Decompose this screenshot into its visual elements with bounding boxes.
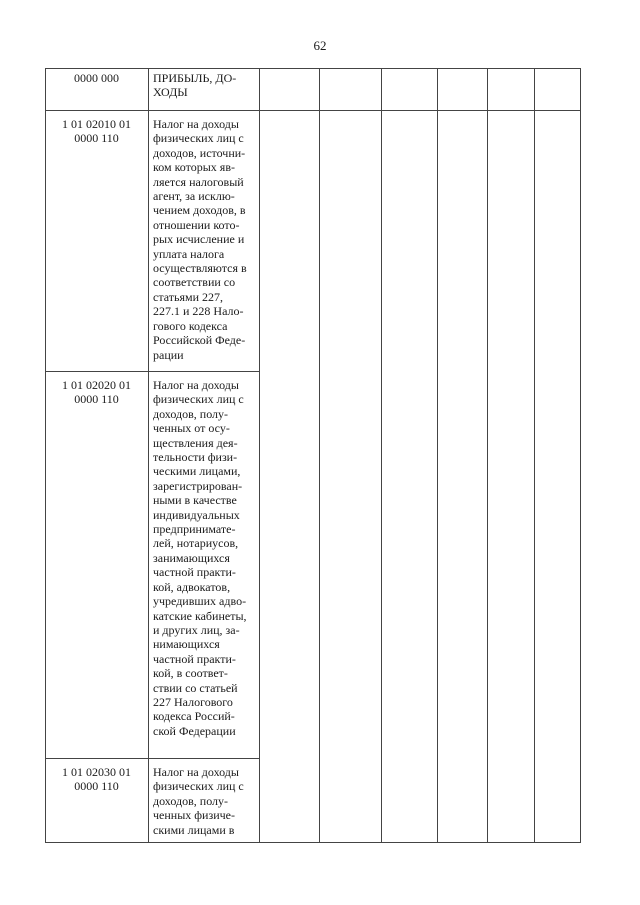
- revenue-name-cell: Налог на доходы физических лиц с доходов, полу- ченных от осу- ществления дея- тельности физи- ческими лицами, зарегистрирован- ными в качестве индивидуальных предпринимате- лей, нотариусов, занимающихся частной практи- кой, адвокатов, учредивших адво- катские кабинеты, и других лиц, за- нимающихся частной практи- кой, в соответ- ствии со статьей 227 Налогового кодекса Россий- ской Федерации: [153, 378, 247, 738]
- row-divider: [45, 371, 259, 372]
- row-divider: [45, 110, 581, 111]
- column-divider: [319, 68, 320, 842]
- revenue-name-cell: Налог на доходы физических лиц с доходов, источни- ком которых яв- ляется налоговый агент, за исклю- чением доходов, в отношении кото- рых исчисление и уплата налога осуществляются в соответствии со статьями 227, 227.1 и 228 Нало- гового кодекса Российской Феде- рации: [153, 117, 247, 362]
- budget-code-cell: 1 01 02010 01 0000 110: [62, 117, 131, 146]
- revenue-name-cell: ПРИБЫЛЬ, ДО- ХОДЫ: [153, 71, 237, 100]
- budget-code-cell: 1 01 02020 01 0000 110: [62, 378, 131, 407]
- row-divider: [45, 758, 259, 759]
- budget-code-cell: 0000 000: [74, 71, 119, 85]
- column-divider: [534, 68, 535, 842]
- table-left-border: [45, 68, 46, 842]
- table-right-border: [580, 68, 581, 842]
- budget-code-cell: 1 01 02030 01 0000 110: [62, 765, 131, 794]
- column-divider: [381, 68, 382, 842]
- page-number: 62: [313, 38, 327, 53]
- revenue-name-cell: Налог на доходы физических лиц с доходов, полу- ченных физиче- скими лицами в: [153, 765, 244, 837]
- column-divider: [487, 68, 488, 842]
- column-divider: [437, 68, 438, 842]
- table-bottom-edge: [45, 842, 581, 843]
